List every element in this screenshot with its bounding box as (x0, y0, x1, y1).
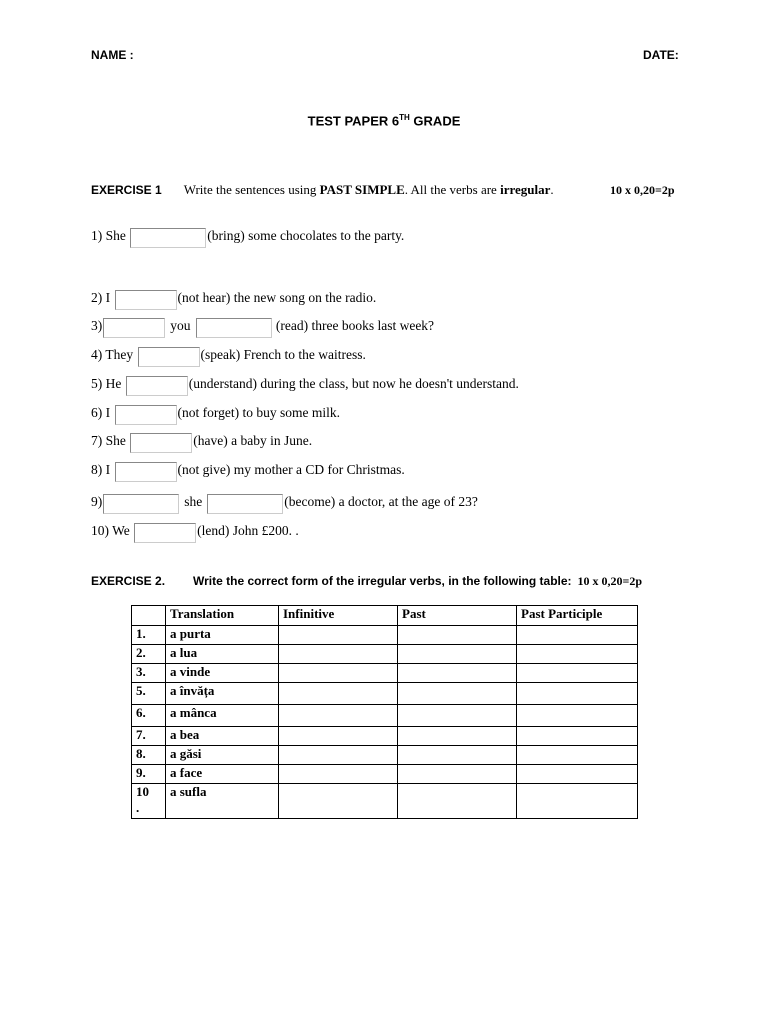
table-row (132, 784, 638, 819)
table-row (132, 746, 638, 765)
exercise2-instruction: Write the correct form of the irregular verbs, in the following table: (193, 574, 572, 588)
past-cell[interactable] (398, 746, 517, 765)
exercise2-label: EXERCISE 2. (91, 574, 166, 588)
sentence-6 (91, 401, 340, 425)
sentence-prefix: 2) I (91, 290, 111, 305)
sentence-text: (become) a doctor, at the age of 23? (284, 494, 478, 509)
row-number: 6. (132, 705, 166, 727)
infinitive-cell[interactable] (279, 727, 398, 746)
past-cell[interactable] (398, 727, 517, 746)
col-header-past-participle: Past Participle (517, 606, 638, 626)
page-title (0, 113, 768, 128)
date-label: DATE: (643, 48, 679, 62)
exercise1-points: 10 x 0,20=2p (610, 183, 675, 197)
sentence-text: (read) three books last week? (275, 318, 435, 333)
instr-mid: . All the verbs are (404, 182, 501, 197)
sentence-2 (91, 286, 376, 310)
sentence-prefix: 5) He (91, 376, 122, 391)
translation-cell: a mânca (166, 705, 279, 727)
table-row (132, 705, 638, 727)
answer-box-4[interactable] (138, 347, 200, 367)
table-header-row (132, 606, 638, 626)
row-number: 10 . (132, 784, 166, 819)
exercise2-points: 10 x 0,20=2p (577, 574, 643, 588)
translation-cell: a face (166, 765, 279, 784)
past-cell[interactable] (398, 765, 517, 784)
sentence-3 (91, 314, 434, 338)
table-row (132, 645, 638, 664)
sentence-prefix: 3) (91, 318, 103, 333)
translation-cell: a lua (166, 645, 279, 664)
instr-bold-past-simple: PAST SIMPLE (319, 182, 405, 197)
sentence-prefix: 6) I (91, 405, 111, 420)
sentence-mid: you (170, 318, 191, 333)
exercise1-heading (91, 182, 554, 198)
sentence-text: (not give) my mother a CD for Christmas. (177, 462, 405, 477)
translation-cell: a sufla (166, 784, 279, 819)
answer-box-9a[interactable] (103, 494, 179, 514)
sentence-prefix: 7) She (91, 433, 126, 448)
sentence-8 (91, 458, 405, 482)
infinitive-cell[interactable] (279, 746, 398, 765)
sentence-9 (91, 490, 478, 514)
answer-box-8[interactable] (115, 462, 177, 482)
sentence-text: (bring) some chocolates to the party. (207, 228, 405, 243)
translation-cell: a vinde (166, 664, 279, 683)
sentence-text: (lend) John £200. . (197, 523, 299, 538)
infinitive-cell[interactable] (279, 705, 398, 727)
title-sup: TH (399, 113, 410, 122)
sentence-text: (not hear) the new song on the radio. (177, 290, 377, 305)
title-main: TEST PAPER 6 (307, 113, 400, 129)
sentence-prefix: 9) (91, 494, 103, 509)
answer-box-5[interactable] (126, 376, 188, 396)
col-header-past: Past (398, 606, 517, 626)
instr-end: . (550, 182, 554, 197)
sentence-prefix: 8) I (91, 462, 111, 477)
infinitive-cell[interactable] (279, 683, 398, 705)
sentence-10 (91, 519, 299, 543)
sentence-prefix: 1) She (91, 228, 126, 243)
row-number: 7. (132, 727, 166, 746)
sentence-prefix: 10) We (91, 523, 130, 538)
infinitive-cell[interactable] (279, 664, 398, 683)
title-rest: GRADE (409, 113, 461, 129)
table-row (132, 765, 638, 784)
past-participle-cell[interactable] (517, 705, 638, 727)
past-participle-cell[interactable] (517, 784, 638, 819)
answer-box-9b[interactable] (207, 494, 283, 514)
infinitive-cell[interactable] (279, 645, 398, 664)
table-row (132, 664, 638, 683)
row-number: 3. (132, 664, 166, 683)
sentence-text: (understand) during the class, but now he doesn't understand. (188, 376, 519, 391)
sentence-5 (91, 372, 519, 396)
past-cell[interactable] (398, 664, 517, 683)
infinitive-cell[interactable] (279, 765, 398, 784)
past-cell[interactable] (398, 784, 517, 819)
answer-box-1[interactable] (130, 228, 206, 248)
exercise2-heading (91, 574, 642, 589)
col-header-translation: Translation (166, 606, 279, 626)
exercise1-label: EXERCISE 1 (91, 183, 162, 197)
table-row (132, 626, 638, 645)
sentence-mid: she (184, 494, 203, 509)
infinitive-cell[interactable] (279, 784, 398, 819)
infinitive-cell[interactable] (279, 626, 398, 645)
past-cell[interactable] (398, 626, 517, 645)
sentence-text: (not forget) to buy some milk. (177, 405, 340, 420)
exercise1-instruction (184, 182, 554, 197)
answer-box-2[interactable] (115, 290, 177, 310)
sentence-text: (speak) French to the waitress. (200, 347, 366, 362)
translation-cell: a găsi (166, 746, 279, 765)
answer-box-6[interactable] (115, 405, 177, 425)
past-participle-cell[interactable] (517, 645, 638, 664)
past-participle-cell[interactable] (517, 746, 638, 765)
translation-cell: a purta (166, 626, 279, 645)
name-label: NAME : (91, 48, 134, 62)
row-number: 2. (132, 645, 166, 664)
past-participle-cell[interactable] (517, 765, 638, 784)
past-participle-cell[interactable] (517, 683, 638, 705)
sentence-1 (91, 224, 404, 248)
past-participle-cell[interactable] (517, 626, 638, 645)
row-number: 9. (132, 765, 166, 784)
row-number: 5. (132, 683, 166, 705)
sentence-text: (have) a baby in June. (193, 433, 313, 448)
translation-cell: a bea (166, 727, 279, 746)
past-cell[interactable] (398, 705, 517, 727)
answer-box-3b[interactable] (196, 318, 272, 338)
past-cell[interactable] (398, 645, 517, 664)
sentence-prefix: 4) They (91, 347, 134, 362)
col-header-number (132, 606, 166, 626)
past-cell[interactable] (398, 683, 517, 705)
row-number: 8. (132, 746, 166, 765)
answer-box-7[interactable] (130, 433, 192, 453)
table-row (132, 683, 638, 705)
instr-prefix: Write the sentences using (183, 182, 320, 197)
sentence-4 (91, 343, 366, 367)
instr-bold-irregular: irregular (500, 182, 551, 197)
answer-box-3a[interactable] (103, 318, 165, 338)
translation-cell: a învăța (166, 683, 279, 705)
verbs-table (131, 605, 638, 819)
sentence-7 (91, 429, 312, 453)
table-row (132, 727, 638, 746)
col-header-infinitive: Infinitive (279, 606, 398, 626)
past-participle-cell[interactable] (517, 727, 638, 746)
row-number: 1. (132, 626, 166, 645)
answer-box-10[interactable] (134, 523, 196, 543)
past-participle-cell[interactable] (517, 664, 638, 683)
